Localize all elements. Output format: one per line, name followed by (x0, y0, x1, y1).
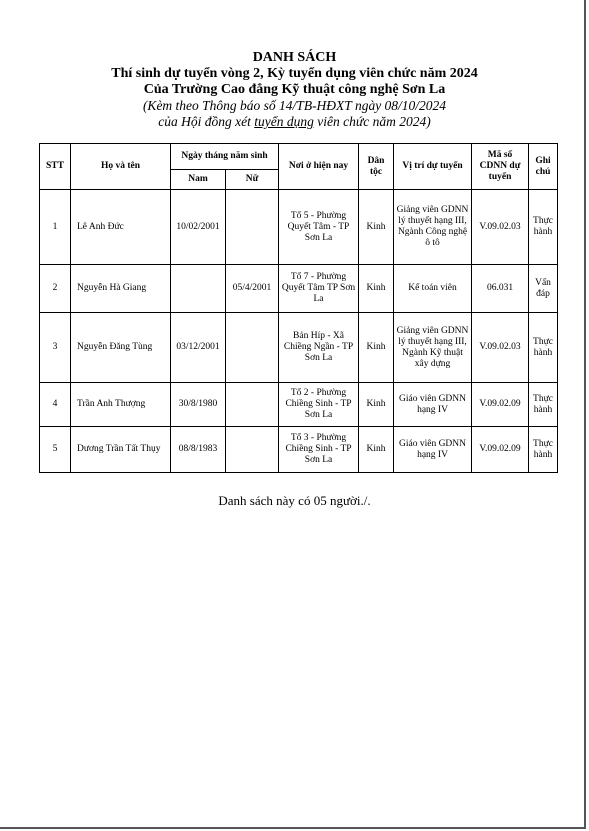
header-note: Ghi chú (529, 144, 558, 190)
cell-dob-female: 05/4/2001 (226, 265, 279, 313)
cell-name: Nguyễn Đăng Tùng (71, 313, 171, 383)
cell-note: Thực hành (529, 383, 558, 427)
cell-code: 06.031 (472, 265, 529, 313)
cell-position: Giảng viên GDNN lý thuyết hạng III, Ngành Kỹ thuật xây dựng (394, 313, 472, 383)
cell-position: Kế toán viên (394, 265, 472, 313)
table-row (40, 313, 558, 383)
cell-note: Vấn đáp (529, 265, 558, 313)
attachment-note: (Kèm theo Thông báo số 14/TB-HĐXT ngày 08/10/2024 (142, 98, 447, 113)
header-stt: STT (40, 144, 71, 190)
cell-stt: 3 (40, 313, 71, 383)
cell-name: Nguyễn Hà Giang (71, 265, 171, 313)
header-address: Nơi ở hiện nay (279, 144, 359, 190)
cell-address: Tổ 5 - Phường Quyết Tâm - TP Sơn La (279, 190, 359, 265)
header-ethnicity: Dân tộc (359, 144, 394, 190)
cell-stt: 4 (40, 383, 71, 427)
cell-dob-female (226, 313, 279, 383)
table-row (40, 427, 558, 473)
header-code: Mã số CDNN dự tuyển (472, 144, 529, 190)
table-header-row (40, 144, 558, 170)
table-row (40, 265, 558, 313)
cell-code: V.09.02.09 (472, 427, 529, 473)
cell-name: Dương Trần Tất Thụy (71, 427, 171, 473)
cell-code: V.09.02.03 (472, 313, 529, 383)
cell-dob-female (226, 383, 279, 427)
council-note-suffix: viên chức năm 2024) (313, 114, 431, 129)
council-note (0, 114, 589, 130)
cell-ethnicity: Kinh (359, 313, 394, 383)
cell-name: Trần Anh Thượng (71, 383, 171, 427)
cell-position: Giảng viên GDNN lý thuyết hạng III, Ngành Công nghệ ô tô (394, 190, 472, 265)
cell-position: Giáo viên GDNN hạng IV (394, 383, 472, 427)
cell-ethnicity: Kinh (359, 427, 394, 473)
header-name: Họ và tên (71, 144, 171, 190)
cell-code: V.09.02.03 (472, 190, 529, 265)
cell-code: V.09.02.09 (472, 383, 529, 427)
council-note-prefix: của Hội đồng xét (158, 114, 255, 129)
cell-address: Tổ 2 - Phường Chiềng Sinh - TP Sơn La (279, 383, 359, 427)
document-title: DANH SÁCH (252, 50, 337, 65)
cell-address: Tổ 7 - Phường Quyết Tâm TP Sơn La (279, 265, 359, 313)
school-name: Của Trường Cao đẳng Kỹ thuật công nghệ Sơn La (143, 82, 446, 97)
cell-dob-male: 03/12/2001 (171, 313, 226, 383)
cell-dob-female (226, 190, 279, 265)
document-footer: Danh sách này có 05 người./. (218, 493, 371, 508)
cell-address: Bản Híp - Xã Chiềng Ngần - TP Sơn La (279, 313, 359, 383)
cell-dob-male: 30/8/1980 (171, 383, 226, 427)
cell-position: Giáo viên GDNN hạng IV (394, 427, 472, 473)
cell-note: Thực hành (529, 190, 558, 265)
cell-dob-male (171, 265, 226, 313)
cell-stt: 1 (40, 190, 71, 265)
cell-stt: 5 (40, 427, 71, 473)
document-subtitle: Thí sinh dự tuyển vòng 2, Kỳ tuyển dụng viên chức năm 2024 (111, 66, 478, 81)
cell-dob-male: 10/02/2001 (171, 190, 226, 265)
cell-note: Thực hành (529, 427, 558, 473)
header-male: Nam (171, 170, 226, 190)
cell-address: Tổ 3 - Phường Chiềng Sinh - TP Sơn La (279, 427, 359, 473)
table-row (40, 190, 558, 265)
cell-name: Lê Anh Đức (71, 190, 171, 265)
cell-ethnicity: Kinh (359, 265, 394, 313)
cell-dob-female (226, 427, 279, 473)
candidate-table (39, 143, 558, 473)
cell-stt: 2 (40, 265, 71, 313)
header-dob: Ngày tháng năm sinh (171, 144, 279, 170)
council-note-underlined: tuyển dụng (254, 114, 314, 129)
table-row (40, 383, 558, 427)
cell-dob-male: 08/8/1983 (171, 427, 226, 473)
cell-ethnicity: Kinh (359, 190, 394, 265)
cell-note: Thực hành (529, 313, 558, 383)
cell-ethnicity: Kinh (359, 383, 394, 427)
header-female: Nữ (226, 170, 279, 190)
document-header (0, 50, 589, 130)
header-position: Vị trí dự tuyển (394, 144, 472, 190)
